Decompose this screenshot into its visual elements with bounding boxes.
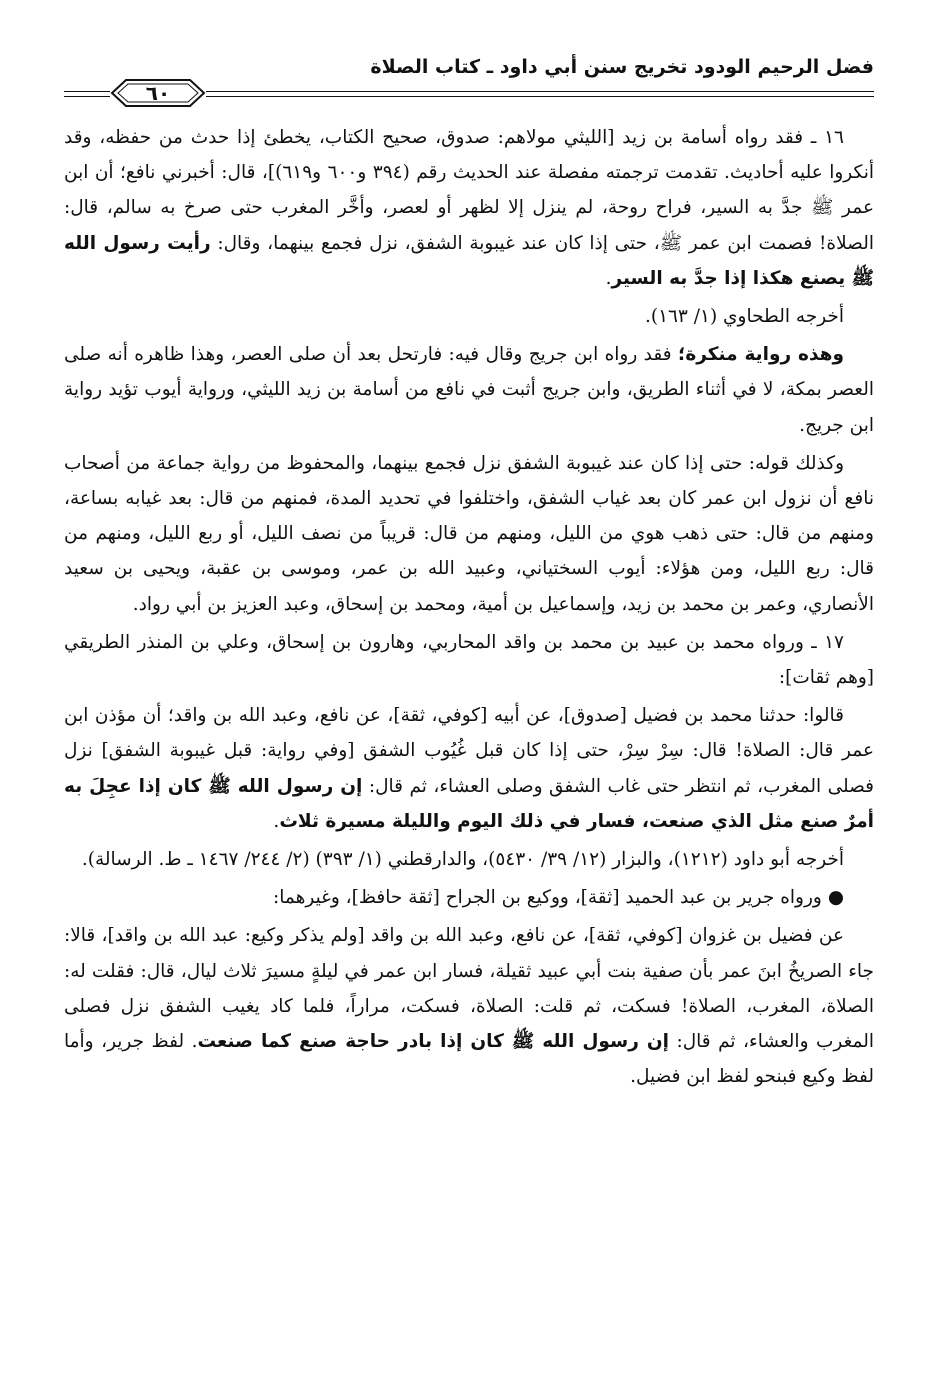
paragraph [64,880,874,915]
paragraph [64,446,874,622]
text-run: أخرجه أبو داود (١٢١٢)، والبزار (١٢/ ٣٩/ ٥٤٣٠)، والدارقطني (١/ ٣٩٣) (٢/ ٢٤٤/ ١٤٦٧ ـ ط. الرسالة). [81,849,844,871]
text-run: . [605,267,612,289]
text-run: . لفظ جرير، وأما لفظ وكيع فبنحو لفظ ابن فضيل. [64,1031,874,1088]
text-run: ١٧ ـ ورواه محمد بن عبيد بن محمد بن واقد المحاربي، وهارون بن إسحاق، وعلي بن المنذر الطريقي [وهم ثقات]: [64,631,874,689]
paragraph [64,120,874,296]
bullet-icon: ● [827,887,844,909]
page-header [64,46,874,116]
text-run: فقد رواه ابن جريج وقال فيه: فارتحل بعد أن صلى العصر، وهذا ظاهره أنه صلى العصر بمكة، لا في أثناء الطريق، وابن جريج أثبت في نافع من أسامة بن زيد الليثي، ورواية أيوب تؤيد رواية ابن جريج. [64,344,874,436]
text-run: . [273,810,280,832]
paragraph [64,918,874,1094]
page-number: ٦٠ [145,81,171,105]
page-body [64,120,874,1094]
running-title: فضل الرحيم الودود تخريج سنن أبي داود ـ كتاب الصلاة [370,56,874,78]
page-number-badge [110,78,206,108]
text-run: أخرجه الطحاوي (١/ ١٦٣). [644,306,844,328]
text-run: قالوا: حدثنا محمد بن فضيل [صدوق]، عن أبيه [كوفي، ثقة]، عن نافع، وعبد الله بن واقد؛ أن مؤذن ابن عمر قال: الصلاة! قال: سِرْ سِرْ، حتى إذا كان قبل غُيُوب الشفق [وفي رواية: قبل غيبوبة الشفق] نزل فصلى المغرب، ثم انتظر حتى غاب الشفق وصلى العشاء، ثم قال: [64,705,875,797]
text-run: ١٦ ـ فقد رواه أسامة بن زيد [الليثي مولاهم: صدوق، صحيح الكتاب، يخطئ إذا حدث من حفظه، وقد أنكروا عليه أحاديث. تقدمت ترجمته مفصلة عند الحديث رقم (٣٩٤ و٦٠٠ و٦١٩)]، قال: أخبرني نافع؛ أن ابن عمر ﷺ جدَّ به السير، فراح روحة، لم ينزل إلا لظهر أو لعصر، وأخَّر المغرب حتى صرخ به سالم، قال: الصلاة! فصمت ابن عمر ﷺ، حتى إذا كان عند غيبوبة الشفق، نزل فجمع بينهما، وقال: [64,127,874,254]
emphasized-text: وهذه رواية منكرة؛ [677,344,844,366]
emphasized-text: إن رسول الله ﷺ كان إذا بادر حاجة صنع كما صنعت [197,1031,670,1053]
text-run: ورواه جرير بن عبد الحميد [ثقة]، ووكيع بن الجراح [ثقة حافظ]، وغيرهما: [273,887,822,909]
paragraph [64,698,874,839]
emphasized-text: رأيت رسول الله ﷺ يصنع هكذا إذا جدَّ به السير [64,232,874,289]
text-run: عن فضيل بن غزوان [كوفي، ثقة]، عن نافع، وعبد الله بن واقد [ولم يذكر وكيع: عبد الله بن واقد]، قالا: جاء الصريخُ ابنَ عمر بأن صفية بنت أبي عبيد ثقيلة، فسار ابن عمر في ليلةٍ مسيرَ ثلاث ليال، قال: فقلت له: الصلاة، المغرب، الصلاة! فسكت، ثم قلت: الصلاة، فسكت، مراراً، فلما كاد يغيب الشفق نزل فصلى المغرب والعشاء، ثم قال: [64,925,874,1053]
text-run: وكذلك قوله: حتى إذا كان عند غيبوبة الشفق نزل فجمع بينهما، والمحفوظ من رواية جماعة من أصحاب نافع أن نزول ابن عمر كان بعد غياب الشفق، واختلفوا في تحديد المدة، فمنهم من قال: بعد غيابه بساعة، ومنهم من قال: حتى ذهب هوي من الليل، ومنهم من قال: قريباً من نصف الليل، أو ربع الليل، ومنهم من قال: ربع الليل، ومن هؤلاء: أيوب السختياني، وعبيد الله بن عمر، وموسى بن عقبة، ويحيى بن سعيد الأنصاري، وعمر بن محمد بن زيد، وإسماعيل بن أمية، ومحمد بن إسحاق، وعبد العزيز بن أبي رواد. [64,452,874,615]
emphasized-text: إن رسول الله ﷺ كان إذا عجِلَ به أمرٌ صنع مثل الذي صنعت، فسار في ذلك اليوم والليلة مسيرة ثلاث [64,775,874,832]
paragraph [64,842,874,877]
paragraph [64,625,874,695]
paragraph [64,299,874,334]
paragraph [64,337,874,443]
